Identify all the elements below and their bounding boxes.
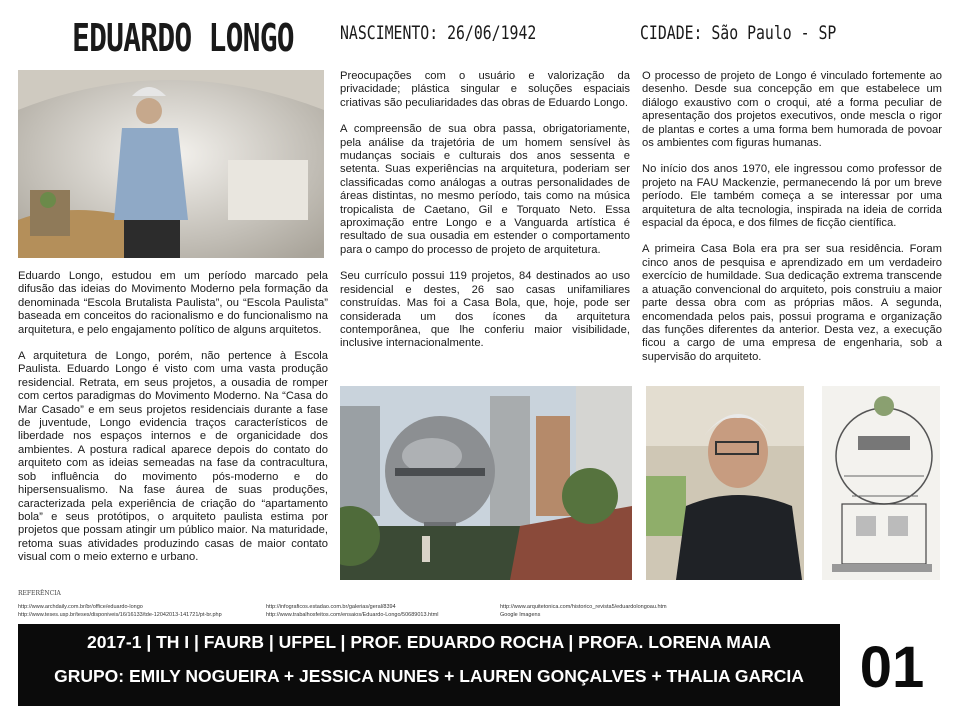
reference-link: Google Imagens: [500, 612, 541, 618]
column-1-text: [18, 270, 328, 578]
paragraph: A compreensão de sua obra passa, obrigatoriamente, pela análise da trajetória de um homem sensível às mudanças sociais e culturais dos anos sessenta e setenta. Suas experiências na arquitetura, poderiam ser classificadas como análogas a outras personalidades de áreas distintas, no mesmo período, tais como na música tropicalista de Caetano, Gil e Torquato Neto. Essa aproximação entre Longo e a Vanguarda artística é resultado de sua ousadia em estender o comportamento para o campo do processo de projeto de arquitetura.: [340, 123, 630, 256]
reference-link[interactable]: http://www.teses.usp.br/teses/disponiveis/16/16133/tde-12042013-141721/pt-br.php: [18, 612, 222, 618]
casa-bola-drawing: [822, 386, 940, 580]
reference-link[interactable]: http://www.archdaily.com.br/br/office/eduardo-longo: [18, 604, 143, 610]
paragraph: No início dos anos 1970, ele ingressou como professor de projeto na FAU Mackenzie, permanecendo lá por um breve período. Ele também começa a se interessar por uma arquitetura de alta tecnologia, inspirada na ideia de corrida espacial da época, e dos filmes de ficção científica.: [642, 163, 942, 230]
page-title: EDUARDO LONGO: [72, 16, 294, 60]
group-members: GRUPO: EMILY NOGUEIRA + JESSICA NUNES + LAUREN GONÇALVES + THALIA GARCIA: [54, 666, 804, 686]
reference-link[interactable]: http://www.arquitetonica.com/historico_revista5/eduardolongoau.htm: [500, 604, 667, 610]
reference-link[interactable]: http://www.trabalhosfeitos.com/ensaios/Eduardo-Longo/50689013.html: [266, 612, 439, 618]
footer-bar: [18, 624, 840, 706]
reference-link[interactable]: http://infograficos.estadao.com.br/galerias/geral/8394: [266, 604, 396, 610]
city: CIDADE: São Paulo - SP: [640, 22, 837, 44]
column-3-text: [642, 70, 942, 377]
paragraph: A primeira Casa Bola era pra ser sua residência. Foram cinco anos de pesquisa e aprendizado em um verdadeiro exercício de humildade. Sua dedicação extrema transcende a atuação convencional do arquiteto, pois construiu a maior parte dessa obra com as próprias mãos. A segunda, encomendada pelos pais, possui programa e organização das funções diferentes da anterior. Desta vez, a execução ficou a cargo de uma empresa de engenharia, sob a supervisão do arquiteto.: [642, 243, 942, 363]
paragraph: Eduardo Longo, estudou em um período marcado pela difusão das ideias do Movimento Moderno pela formação da denominada “Escola Brutalista Paulista”, ou “Escola Paulista” baseada em conceitos do racionalismo e do funcionalismo na arquitetura, e pelo engajamento político de alguns arquitetos.: [18, 270, 328, 336]
page-number: 01: [859, 635, 925, 700]
column-2-text: [340, 70, 630, 364]
casa-bola-photo: [340, 386, 632, 580]
references-heading: REFERÊNCIA: [18, 590, 61, 597]
paragraph: O processo de projeto de Longo é vinculado fortemente ao desenho. Desde sua concepção em que estabelece um diálogo exaustivo com o croqui, até a forma peculiar de apresentação dos projetos executivos, onde mescla o rigor de plantas e cortes a uma forma bem humorada de povoar os ambientes com figuras humanas.: [642, 70, 942, 150]
paragraph: A arquitetura de Longo, porém, não pertence à Escola Paulista. Eduardo Longo é visto com uma vasta produção residencial. Retrata, em seus projetos, a ousadia de romper com certos paradigmas do Movimento Moderno. Na “Casa do Mar Casado” e em seus projetos residenciais durante a fase de juventude, Longo evidencia traços característicos de liberdade nos espaços internos e de organicidade dos ambientes. A postura radical aparece depois do contato do arquiteto com as ideias semeadas na fase da contracultura, sob influência do movimento pós-moderno e do hipersensualismo. Na fase áurea de suas produções, caracterizada pela experiência de criação do “apartamento bola” e seus protótipos, o arquiteto paulista estima por projetos que possam atingir um público maior. Na maturidade, retoma suas atividades produzindo casas de maior contato visual com o meio externo e urbano.: [18, 350, 328, 564]
paragraph: Preocupações com o usuário e valorização da privacidade; plástica singular e soluções espaciais criativas são peculiaridades das obras de Eduardo Longo.: [340, 70, 630, 109]
architect-interior-photo: [18, 70, 324, 258]
course-info: 2017-1 | TH I | FAURB | UFPEL | PROF. EDUARDO ROCHA | PROFA. LORENA MAIA: [86, 632, 772, 652]
birth-date: NASCIMENTO: 26/06/1942: [340, 22, 537, 44]
paragraph: Seu currículo possui 119 projetos, 84 destinados ao uso residencial e destes, 26 sao casas unifamiliares construídas. Mas foi a Casa Bola, que, hoje, pode ser considerada um dos ícones da arquitetura contemporânea, que lhe conferiu maior visibilidade, inclusive internacionalmente.: [340, 270, 630, 350]
architect-portrait-photo: [646, 386, 804, 580]
